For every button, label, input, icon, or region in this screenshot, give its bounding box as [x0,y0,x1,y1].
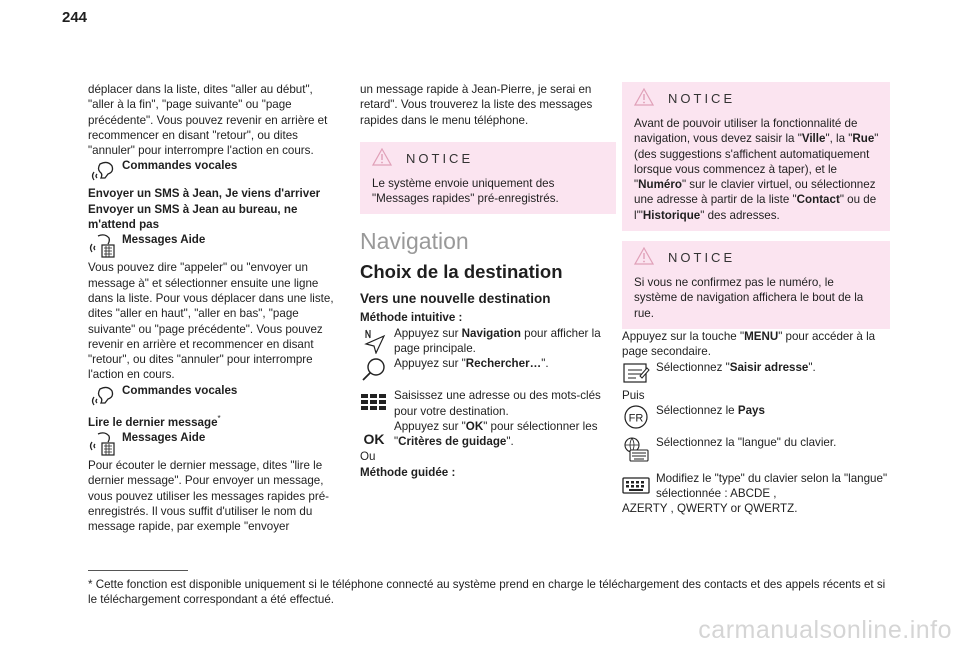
paragraph: Pour écouter le dernier message, dites "lire le dernier message". Pour envoyer un message, vous pouvez utiliser les messages rapides pré-enregistrés. Il vous suffit d'utiliser le nom du message rapide, par exemple "envoyer [88,458,330,534]
voice-command-icon [88,158,116,186]
notice-title: NOTICE [668,250,736,266]
step-text: Sélectionnez le Pays [656,403,765,417]
step-row [622,471,890,502]
voice-commands-row [88,383,340,411]
voice-help-icon [88,232,116,260]
notice-text: Avant de pouvoir utiliser la fonctionnalité de navigation, vous devez saisir la "Ville", la "Rue" (des suggestions s'affichent automatiquement lorsque vous commencez à taper), et le "Numéro" sur le clavier virtuel, ou sélectionnez une adresse à partir de la liste "Contact" ou de l'"Historique" des adresses. [634,117,879,222]
method-label: Méthode guidée : [360,465,456,479]
subsection-title: Choix de la destination [360,260,563,282]
keyboard-types: AZERTY , QWERTY or QWERTZ. [622,502,798,516]
help-messages-row [88,430,340,458]
column-2 [360,82,616,480]
notice-box [622,82,890,231]
help-messages-label: Messages Aide [122,233,206,247]
step-text: Appuyez sur "OK" pour sélectionner les "Critères de guidage". [394,419,598,449]
sub-subsection-title: Vers une nouvelle destination [360,291,551,307]
voice-commands-label: Commandes vocales [122,159,238,173]
read-last-message: Lire le dernier message* [88,413,221,429]
watermark: carmanualsonline.info [698,616,952,644]
voice-command-icon [88,383,116,411]
keyboard-language-icon [622,435,650,463]
method-label: Méthode intuitive : [360,311,463,325]
country-fr-icon [622,403,650,431]
paragraph: déplacer dans la liste, dites "aller au début", "aller à la fin", "page suivante" ou "page précédente". Vous pouvez revenir en arrière et recommencer en disant "retour", ou dites "annuler" pour interrompre l'action en cours. [88,83,328,158]
column-3 [622,82,890,517]
step-row [360,419,616,450]
footnote: * Cette fonction est disponible uniquement si le téléphone connecté au système prend en charge le téléchargement des contacts et des appels récents et si le téléchargement correspondant a été effectué. [88,578,886,607]
notice-box [622,241,890,329]
notice-text: Si vous ne confirmez pas le numéro, le système de navigation affichera le bout de la rue. [634,276,864,320]
help-messages-label: Messages Aide [122,430,206,444]
navigation-arrow-icon [360,326,388,354]
keyboard-grid-icon [360,388,388,416]
page-number: 244 [62,9,88,26]
address-entry-icon [622,360,650,388]
step-row [360,356,616,384]
section-title-navigation: Navigation [360,228,469,255]
warning-triangle-icon [634,88,654,110]
paragraph: un message rapide à Jean-Pierre, je serai en retard". Vous trouverez la liste des messages rapides dans le menu téléphone. [360,83,593,127]
step-row [360,326,616,357]
voice-commands-row [88,158,340,186]
keyboard-type-icon [622,471,650,499]
step-text: Appuyez sur "Rechercher…". [394,357,549,371]
footnote-rule [88,570,188,571]
help-messages-row [88,232,340,260]
step-row [622,435,890,463]
search-icon [360,356,388,384]
step-text: Appuyez sur Navigation pour afficher la page principale. [394,326,601,355]
notice-title: NOTICE [406,151,474,167]
notice-text: Le système envoie uniquement des "Messages rapides" pré-enregistrés. [372,176,559,206]
voice-help-icon [88,430,116,458]
warning-triangle-icon [372,148,392,170]
step-text: Sélectionnez "Saisir adresse". [656,360,816,374]
step-text: Modifiez le "type" du clavier selon la "langue" sélectionnée : ABCDE , [656,471,888,501]
step-text: Sélectionnez la "langue" du clavier. [656,435,837,449]
column-1 [88,82,340,534]
paragraph: Vous pouvez dire "appeler" ou "envoyer un message à" et sélectionner ensuite une ligne dans la liste. Pour vous déplacer dans une liste, dites "aller en haut", "aller en bas", "page suivante" ou "page précédente". Vous pouvez revenir en arrière et recommencer en disant "retour", ou dites "annuler" pour interrompre l'action en cours. [88,261,334,382]
country-code-label: FR [628,412,644,425]
ok-icon: OK [363,430,385,447]
notice-box [360,142,616,215]
then-label: Puis [622,388,645,402]
step-row [622,360,890,388]
sms-commands: Envoyer un SMS à Jean, Je viens d'arriver Envoyer un SMS à Jean au bureau, ne m'attend pas [88,187,321,232]
step-row [622,403,890,431]
step-row [360,388,616,419]
or-label: Ou [360,450,376,464]
notice-title: NOTICE [668,91,736,107]
warning-triangle-icon [634,247,654,269]
voice-commands-label: Commandes vocales [122,383,238,397]
step-text: Saisissez une adresse ou des mots-clés pour votre destination. [394,389,601,418]
paragraph: Appuyez sur la touche "MENU" pour accéder à la page secondaire. [622,329,876,359]
